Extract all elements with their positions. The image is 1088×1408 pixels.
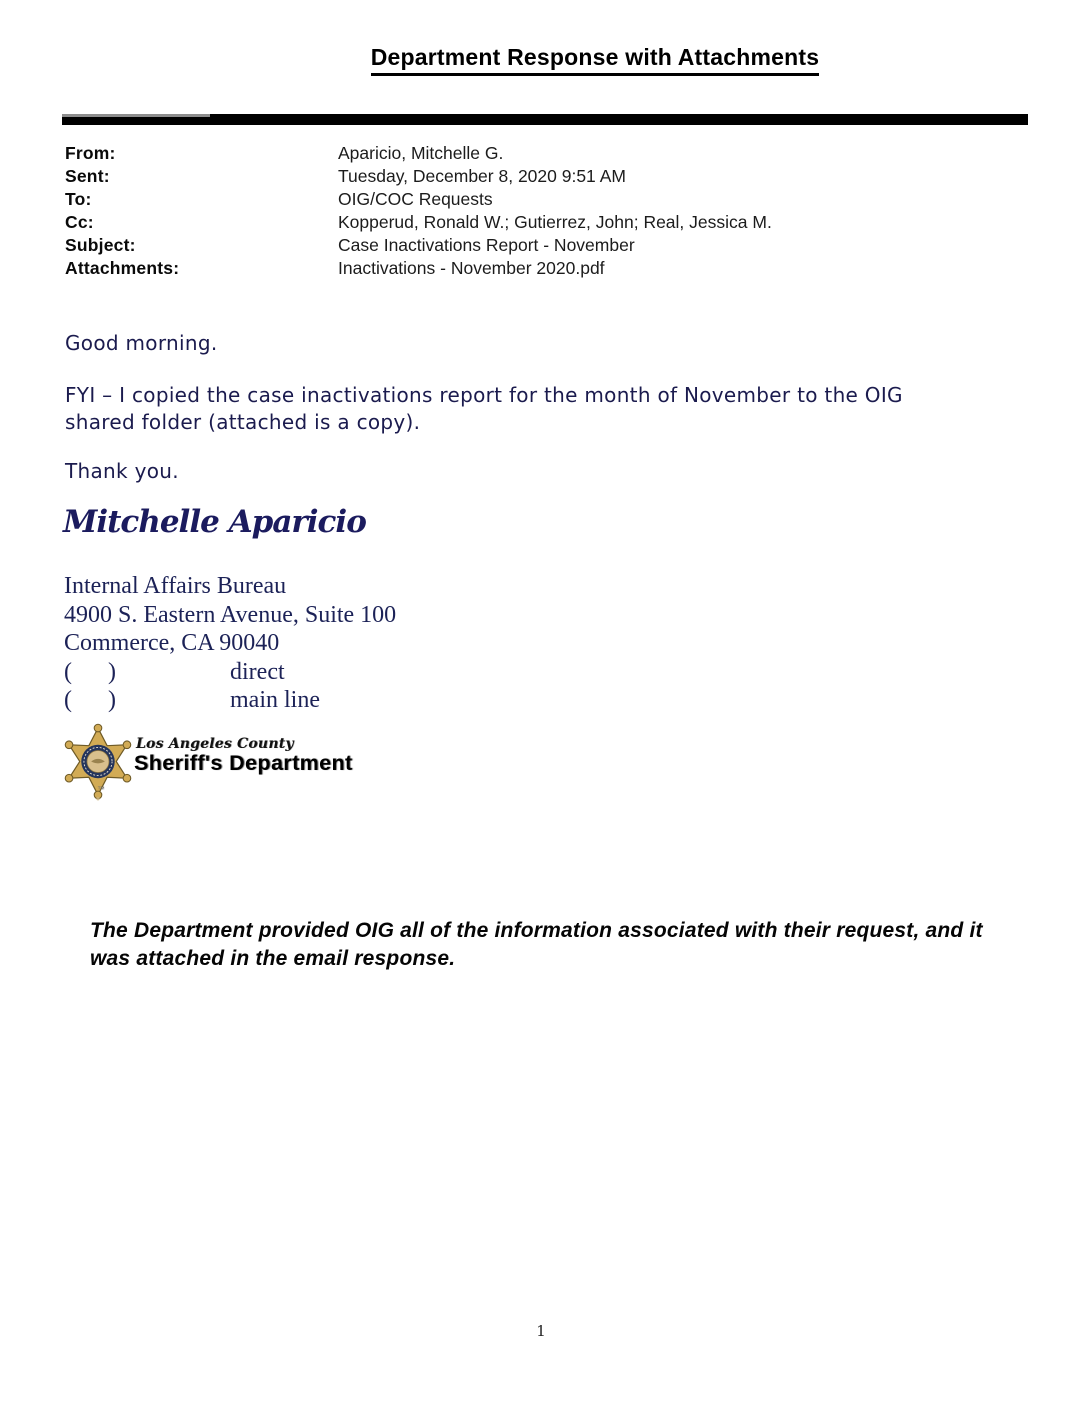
phone-direct-redacted: ( ) [64, 658, 116, 685]
from-label: From: [65, 143, 116, 163]
phone-direct-row [64, 658, 396, 687]
header-row-sent [65, 166, 772, 189]
header-row-attachments [65, 258, 772, 281]
header-row-cc [65, 212, 772, 235]
logo-county-text: Los Angeles County [136, 736, 294, 752]
signature-name: Mitchelle Aparicio [63, 504, 366, 540]
title-row [102, 44, 1088, 76]
from-value: Aparicio, Mitchelle G. [338, 143, 504, 163]
phone-mainline-label: main line [230, 687, 320, 714]
divider-bar-notch [62, 114, 210, 117]
oig-note-line2: was attached in the email response. [90, 946, 456, 970]
closing-text: Thank you. [65, 459, 179, 483]
sent-label: Sent: [65, 166, 110, 186]
address-city: Commerce, CA 90040 [64, 630, 280, 657]
oig-note-line1: The Department provided OIG all of the information associated with their request, and it [90, 919, 983, 942]
cc-label: Cc: [65, 212, 94, 232]
subject-value: Case Inactivations Report - November [338, 235, 635, 255]
oig-note [90, 917, 983, 972]
header-row-subject [65, 235, 772, 258]
greeting-text: Good morning. [65, 331, 218, 355]
signature-address-block [64, 572, 396, 715]
subject-label: Subject: [65, 235, 136, 255]
email-header [65, 143, 772, 281]
page-title: Department Response with Attachments [371, 44, 820, 76]
trademark-mark: ™ [97, 785, 105, 794]
address-bureau: Internal Affairs Bureau [64, 573, 287, 599]
body-paragraph-line2: shared folder (attached is a copy). [65, 410, 421, 434]
cc-value: Kopperud, Ronald W.; Gutierrez, John; Real, Jessica M. [338, 212, 772, 232]
to-value: OIG/COC Requests [338, 189, 493, 209]
phone-mainline-row [64, 686, 396, 715]
attachments-label: Attachments: [65, 258, 180, 278]
header-row-from [65, 143, 772, 166]
logo-department-text: Sheriff's Department [134, 751, 353, 775]
sent-value: Tuesday, December 8, 2020 9:51 AM [338, 166, 626, 186]
body-paragraph [65, 382, 903, 436]
header-row-to [65, 189, 772, 212]
to-label: To: [65, 189, 92, 209]
phone-mainline-redacted: ( ) [64, 687, 116, 714]
body-paragraph-line1: FYI – I copied the case inactivations report for the month of November to the OIG [65, 383, 903, 407]
phone-direct-label: direct [230, 658, 285, 685]
address-street: 4900 S. Eastern Avenue, Suite 100 [64, 601, 397, 628]
page-number: 1 [536, 1322, 546, 1340]
attachments-value: Inactivations - November 2020.pdf [338, 258, 605, 278]
